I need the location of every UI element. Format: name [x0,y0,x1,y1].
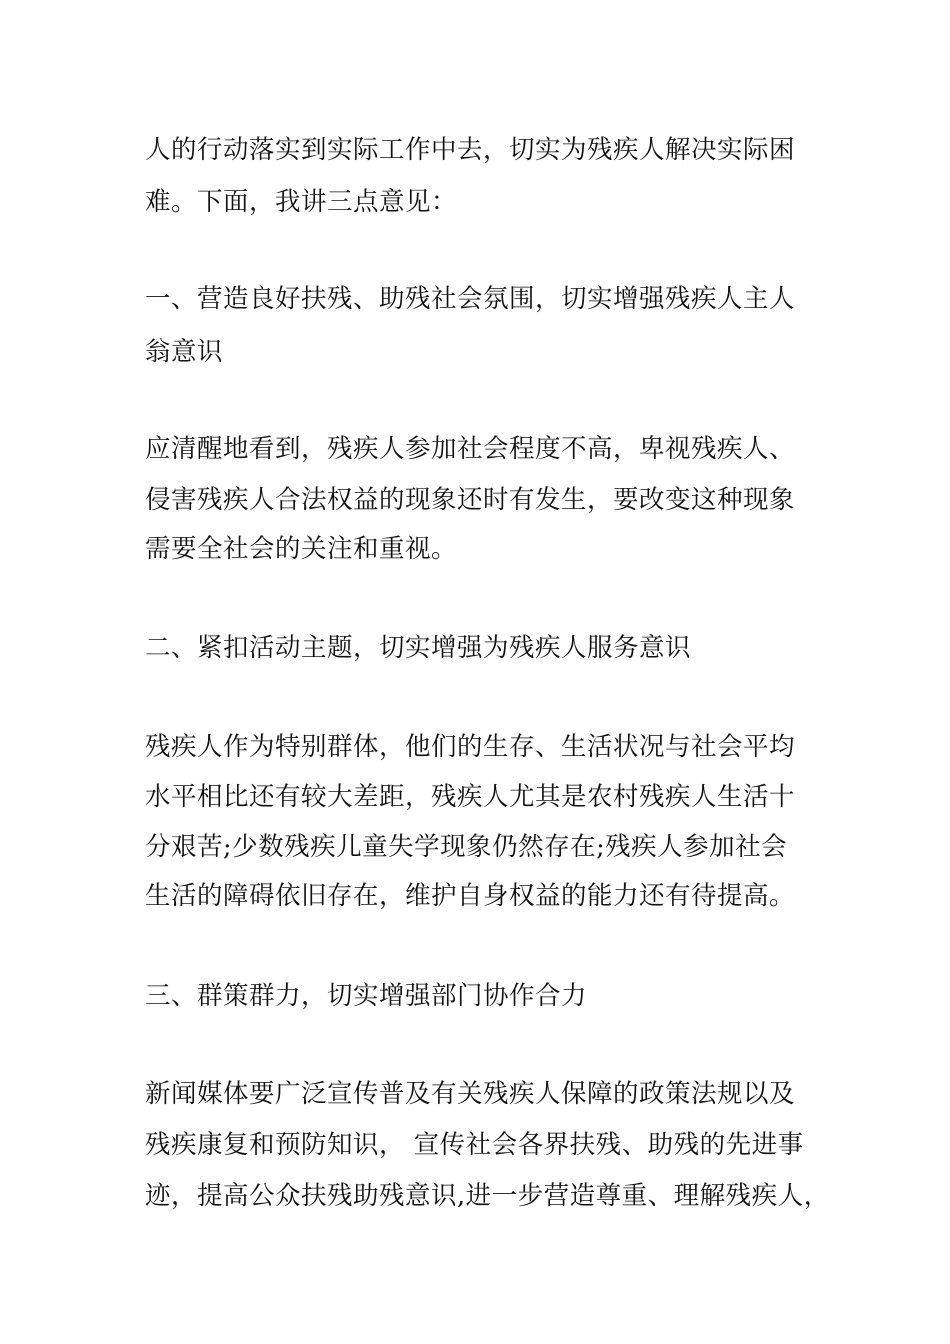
body-3-line-1: 新闻媒体要广泛宣传普及有关残疾人保障的政策法规以及 [145,1079,796,1109]
body-1-line-1: 应清醒地看到，残疾人参加社会程度不高，卑视残疾人、 [145,434,796,464]
intro-line-1: 人的行动落实到实际工作中去，切实为残疾人解决实际困 [145,135,796,165]
body-2-line-3: 分艰苦;少数残疾儿童失学现象仍然存在;残疾人参加社会 [145,832,788,862]
body-3-line-3: 迹，提高公众扶残助残意识,进一步营造尊重、理解残疾人， [145,1181,830,1211]
intro-line-2: 难。下面，我讲三点意见： [145,187,458,217]
body-2-line-1: 残疾人作为特别群体，他们的生存、生活状况与社会平均 [145,732,796,762]
heading-2-line-1: 二、紧扣活动主题，切实增强为残疾人服务意识 [145,633,692,663]
body-3-line-2: 残疾康复和预防知识， 宣传社会各界扶残、助残的先进事 [145,1130,804,1160]
body-1-line-2: 侵害残疾人合法权益的现象还时有发生，要改变这种现象 [145,485,796,515]
body-2-line-4: 生活的障碍依旧存在，维护自身权益的能力还有待提高。 [145,881,796,911]
body-2-line-2: 水平相比还有较大差距，残疾人尤其是农村残疾人生活十 [145,782,796,812]
body-1-line-3: 需要全社会的关注和重视。 [145,534,458,564]
heading-3-line-1: 三、群策群力，切实增强部门协作合力 [145,981,588,1011]
heading-1-line-1: 一、营造良好扶残、助残社会氛围，切实增强残疾人主人 [145,284,796,314]
heading-1-line-2: 翁意识 [145,337,224,367]
